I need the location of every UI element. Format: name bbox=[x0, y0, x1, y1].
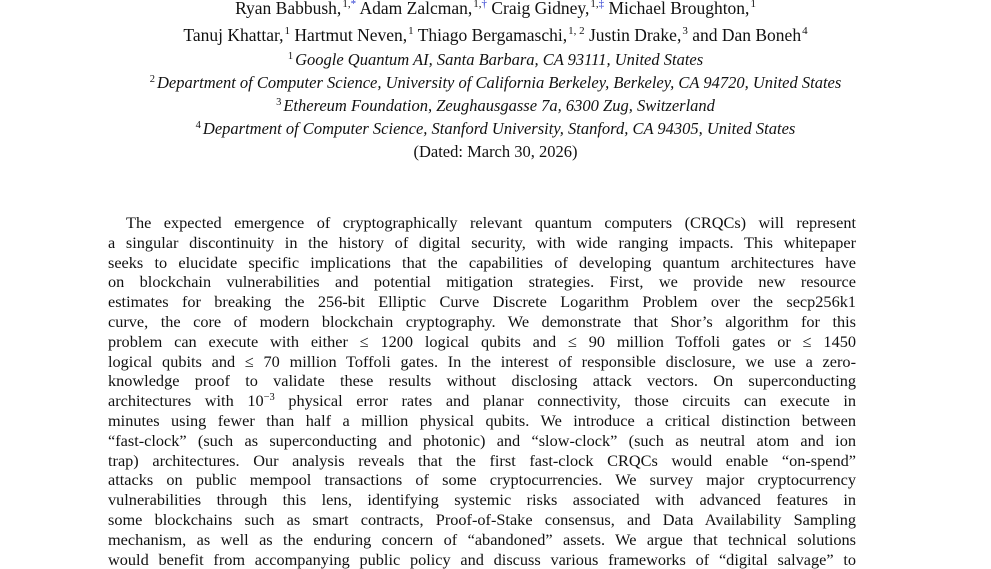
abstract-line: mechanism, as well as the enduring concern of “abandoned” assets. We argue that technical solutions bbox=[108, 529, 856, 549]
abstract-line: a singular discontinuity in the history of digital security, with wide ranging impacts. This whitepaper bbox=[108, 232, 856, 252]
author: Adam Zalcman,$^{1,\dagger}$ bbox=[359, 0, 487, 18]
affiliation-3: $^3$ Ethereum Foundation, Zeughausgasse 7a, 6300 Zug, Switzerland bbox=[276, 96, 715, 115]
abstract-line: some blockchains such as smart contracts, Proof-of-Stake consensus, and Data Availability Sampling bbox=[108, 509, 856, 529]
abstract bbox=[108, 213, 856, 569]
affiliation-4: $^4$ Department of Computer Science, Stanford University, Stanford, CA 94305, United States bbox=[195, 119, 796, 138]
abstract-line: knowledge proof to validate these results without disclosing attack vectors. On superconducting bbox=[108, 371, 856, 391]
abstract-line: curve, the core of modern blockchain cryptography. We demonstrate that Shor’s algorithm for this bbox=[108, 311, 856, 331]
abstract-line: attacks on public mempool transactions of some cryptocurrencies. We survey major cryptocurrency bbox=[108, 470, 856, 490]
author: Tanuj Khattar,$^1$ bbox=[183, 25, 291, 45]
author: Craig Gidney,$^{1,\ddagger}$ bbox=[491, 0, 605, 18]
abstract-line: minutes using fewer than half a million physical qubits. We introduce a critical distinction between bbox=[108, 410, 856, 430]
author: and Dan Boneh$^4$ bbox=[692, 25, 808, 45]
paper-header bbox=[0, 0, 991, 162]
abstract-line: on blockchain vulnerabilities and potential mitigation strategies. First, we provide new resource bbox=[108, 272, 856, 292]
author: Hartmut Neven,$^1$ bbox=[294, 25, 414, 45]
abstract-line: would benefit from accompanying public policy and discuss various frameworks of “digital salvage” to bbox=[108, 549, 856, 569]
abstract-line: trap) architectures. Our analysis reveals that the first fast-clock CRQCs would enable “on-spend” bbox=[108, 450, 856, 470]
author: Ryan Babbush,$^{1,*}$ bbox=[235, 0, 357, 18]
abstract-line: estimates for breaking the 256-bit Elliptic Curve Discrete Logarithm Problem over the secp256k1 bbox=[108, 292, 856, 312]
affiliation-2: $^2$ Department of Computer Science, University of California Berkeley, Berkeley, CA 94720, United States bbox=[149, 73, 842, 92]
affiliation-1: $^1$ Google Quantum AI, Santa Barbara, CA 93111, United States bbox=[287, 50, 704, 69]
author: Michael Broughton,$^1$ bbox=[608, 0, 756, 18]
abstract-line: vulnerabilities through this lens, identifying systemic risks associated with advanced features in bbox=[108, 490, 856, 510]
author: Thiago Bergamaschi,$^{1, 2}$ bbox=[417, 25, 585, 45]
abstract-line: seeks to elucidate specific implications that the capabilities of developing quantum architectures have bbox=[108, 252, 856, 272]
abstract-line: logical qubits and ≤ 70 million Toffoli gates. In the interest of responsible disclosure, we use a zero- bbox=[108, 351, 856, 371]
abstract-line: The expected emergence of cryptographically relevant quantum computers (CRQCs) will represent bbox=[126, 213, 856, 232]
abstract-line: “fast-clock” (such as superconducting and photonic) and “slow-clock” (such as neutral atom and ion bbox=[108, 430, 856, 450]
author-list-line-1 bbox=[0, 0, 991, 23]
abstract-line: architectures with $10^{-3}$ physical error rates and planar connectivity, those circuits can execute in bbox=[108, 391, 856, 411]
author: Justin Drake,$^3$ bbox=[588, 25, 688, 45]
abstract-line: problem can execute with either ≤ 1200 logical qubits and ≤ 90 million Toffoli gates or ≤ 1450 bbox=[108, 331, 856, 351]
author-list-line-2 bbox=[0, 23, 991, 50]
dated-line: (Dated: March 30, 2026) bbox=[413, 142, 578, 161]
